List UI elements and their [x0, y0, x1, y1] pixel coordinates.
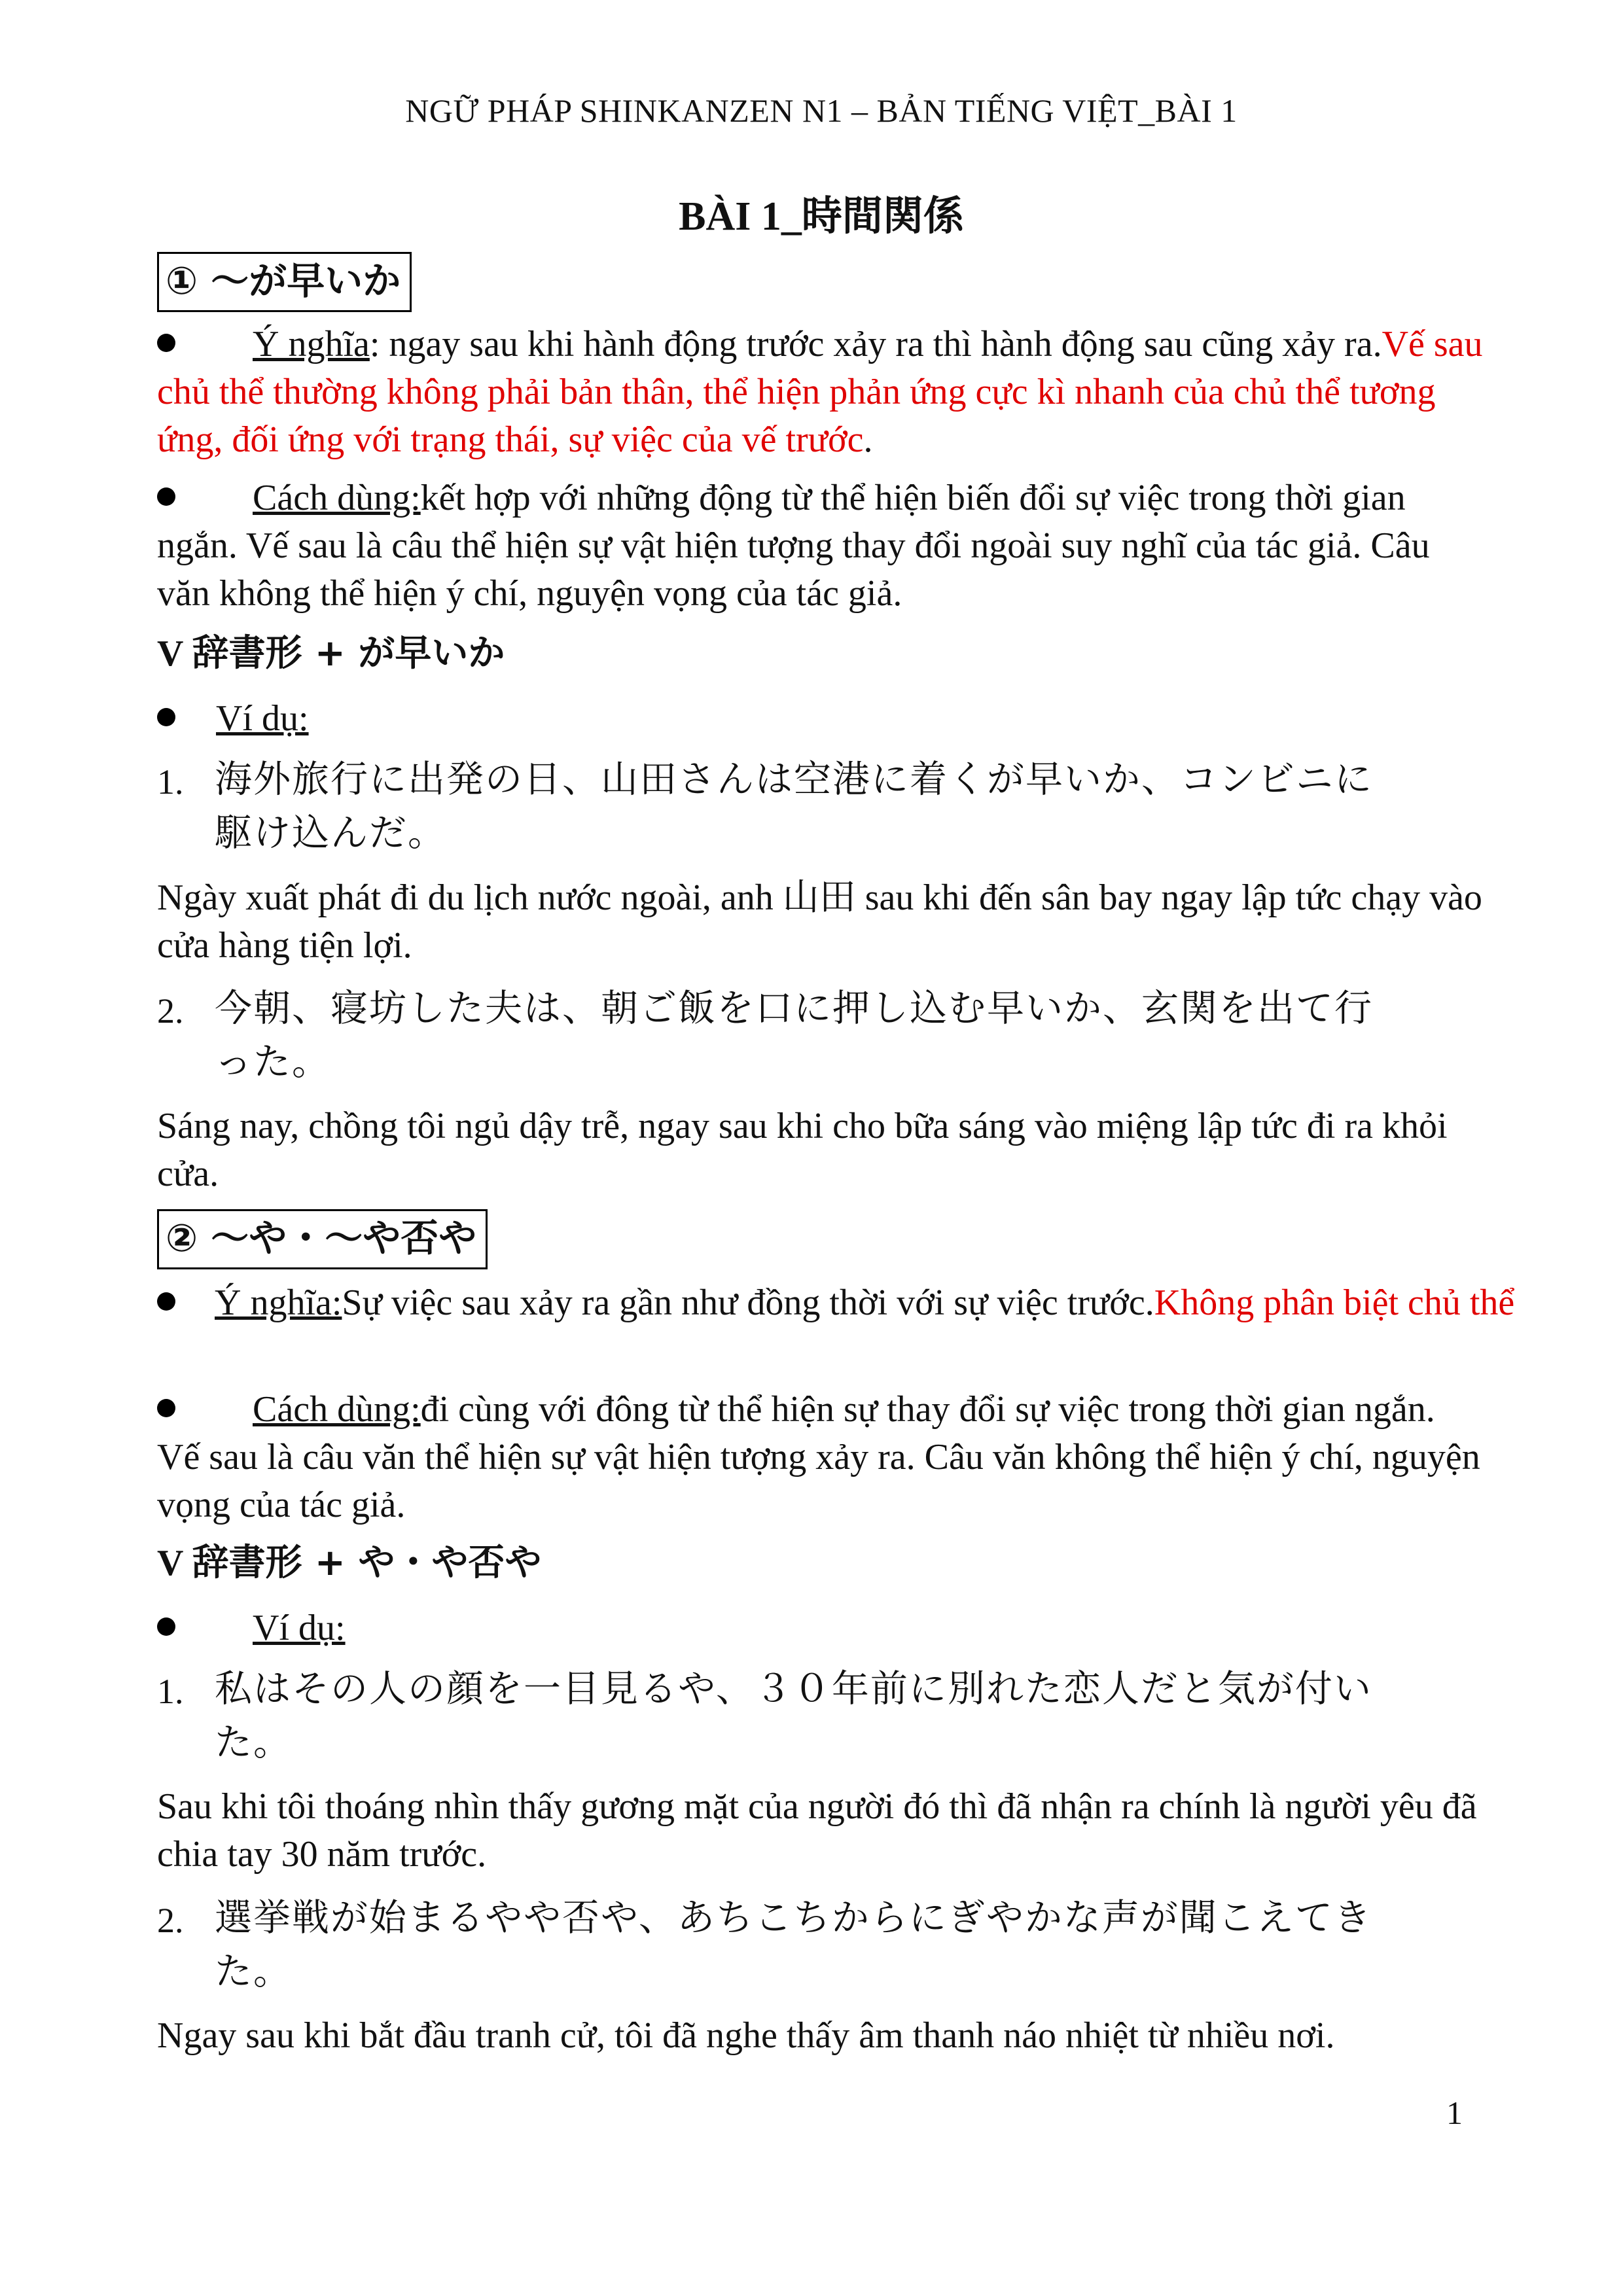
- meaning-red-text: Vế sau chủ thể thường không phải bản thân, thể hiện phản ứng cực kì nhanh của chủ thể tương ứng, đối ứng với trạng thái, sự việc của vế trước: [157, 324, 1483, 460]
- section-2-example-2-translation: Ngay sau khi bắt đầu tranh cử, tôi đã nghe thấy âm thanh náo nhiệt từ nhiều nơi.: [157, 2015, 1335, 2056]
- formula-v: V: [157, 1543, 192, 1583]
- section-2-example-1-translation: Sau khi tôi thoáng nhìn thấy gương mặt của người đó thì đã nhận ra chính là người yêu đã chia tay 30 năm trước.: [157, 1786, 1477, 1875]
- section-1-example-2-translation: Sáng nay, chồng tôi ngủ dậy trễ, ngay sau khi cho bữa sáng vào miệng lập tức đi ra khỏi cửa.: [157, 1106, 1448, 1194]
- section-1-title: ① ～が早いか: [157, 252, 412, 312]
- usage-text: kết hợp với những động từ thể hiện biến đổi sự việc trong thời gian ngắn. Vế sau là câu thể hiện sự vật hiện tượng thay đổi ngoài suy nghĩ của tác giả. Câu văn không thể hiện ý chí, nguyện vọng của tác giả.: [157, 478, 1430, 614]
- meaning-label: Ý nghĩa:: [215, 1282, 342, 1323]
- example-jp-line: った。: [215, 1040, 330, 1084]
- section-2-example-1: [157, 1662, 1486, 1769]
- page-header: NGỮ PHÁP SHINKANZEN N1 – BẢN TIẾNG VIỆT_BÀI 1: [405, 92, 1238, 129]
- translation-text: Ngày xuất phát đi du lịch nước ngoài, anh: [157, 877, 783, 918]
- meaning-text: Sự việc sau xảy ra gần như đồng thời với sự việc trước.: [342, 1282, 1154, 1323]
- example-label: Ví dụ:: [253, 1608, 346, 1648]
- bullet-dot: [157, 334, 175, 352]
- section-2-formula: [157, 1539, 541, 1587]
- meaning-text: ngay sau khi hành động trước xảy ra thì hành động sau cũng xảy ra.: [380, 324, 1382, 364]
- example-jp-line: た。: [215, 1721, 292, 1764]
- section-1-example-1-translation: [157, 874, 1486, 970]
- bullet-dot: [157, 487, 175, 506]
- section-1-example-label: [157, 695, 1486, 743]
- section-2-meaning: [157, 1279, 1543, 1327]
- example-jp-line: 駆け込んだ。: [215, 811, 446, 855]
- example-number: 2.: [157, 1901, 184, 1940]
- section-2-title: ② ～や・～や否や: [157, 1209, 488, 1269]
- example-jp-line: 選挙戦が始まるやや否や、あちこちからにぎやかな声が聞こえてき: [215, 1896, 1372, 1939]
- example-jp-line: 海外旅行に出発の日、山田さんは空港に着くが早いか、コンビニに: [215, 758, 1373, 801]
- section-2-usage: [157, 1386, 1486, 1529]
- lesson-title: [157, 183, 1486, 241]
- translation-jp-name: 山田: [782, 876, 856, 919]
- section-1-example-1: [157, 752, 1486, 860]
- section-2-example-2: [157, 1891, 1486, 1998]
- example-number: 1.: [157, 1672, 184, 1711]
- formula-jp: 辞書形 + や・や否や: [192, 1542, 542, 1584]
- bullet-dot: [157, 1292, 175, 1311]
- usage-text: đi cùng với đông từ thể hiện sự thay đổi sự việc trong thời gian ngắn. Vế sau là câu văn thể hiện sự vật hiện tượng xảy ra. Câu văn không thể hiện ý chí, nguyện vọng của tác giả.: [157, 1389, 1480, 1525]
- example-label: Ví dụ:: [216, 698, 309, 739]
- section-1-example-2: [157, 981, 1486, 1089]
- bullet-dot: [157, 708, 175, 726]
- meaning-red-text: Không phân biệt chủ thể: [1154, 1282, 1515, 1323]
- meaning-sep: :: [369, 324, 380, 364]
- example-number: 1.: [157, 762, 184, 802]
- section-1-formula: [157, 629, 505, 678]
- bullet-dot: [157, 1399, 175, 1417]
- translation-text: sau khi đến sân bay ngay lập tức chạy vào cửa hàng tiện lợi.: [157, 877, 1482, 966]
- section-2-example-label: [157, 1604, 1486, 1652]
- formula-v: V: [157, 633, 192, 674]
- meaning-label: Ý nghĩa: [253, 324, 370, 364]
- page-number: 1: [1446, 2094, 1463, 2131]
- usage-label: Cách dùng:: [253, 478, 421, 518]
- meaning-end: .: [863, 419, 873, 460]
- usage-label: Cách dùng:: [253, 1389, 421, 1430]
- example-jp-line: た。: [215, 1950, 292, 1993]
- example-number: 2.: [157, 991, 184, 1031]
- lesson-title-prefix: BÀI 1_: [679, 194, 802, 239]
- formula-jp: 辞書形 + が早いか: [192, 632, 505, 675]
- example-jp-line: 私はその人の顔を一目見るや、３０年前に別れた恋人だと気が付い: [215, 1667, 1372, 1710]
- section-1-usage: [157, 474, 1486, 618]
- bullet-dot: [157, 1617, 175, 1636]
- lesson-title-jp: 時間関係: [801, 192, 964, 239]
- example-jp-line: 今朝、寝坊した夫は、朝ご飯を口に押し込む早いか、玄関を出て行: [215, 987, 1373, 1030]
- section-1-meaning: [157, 321, 1486, 464]
